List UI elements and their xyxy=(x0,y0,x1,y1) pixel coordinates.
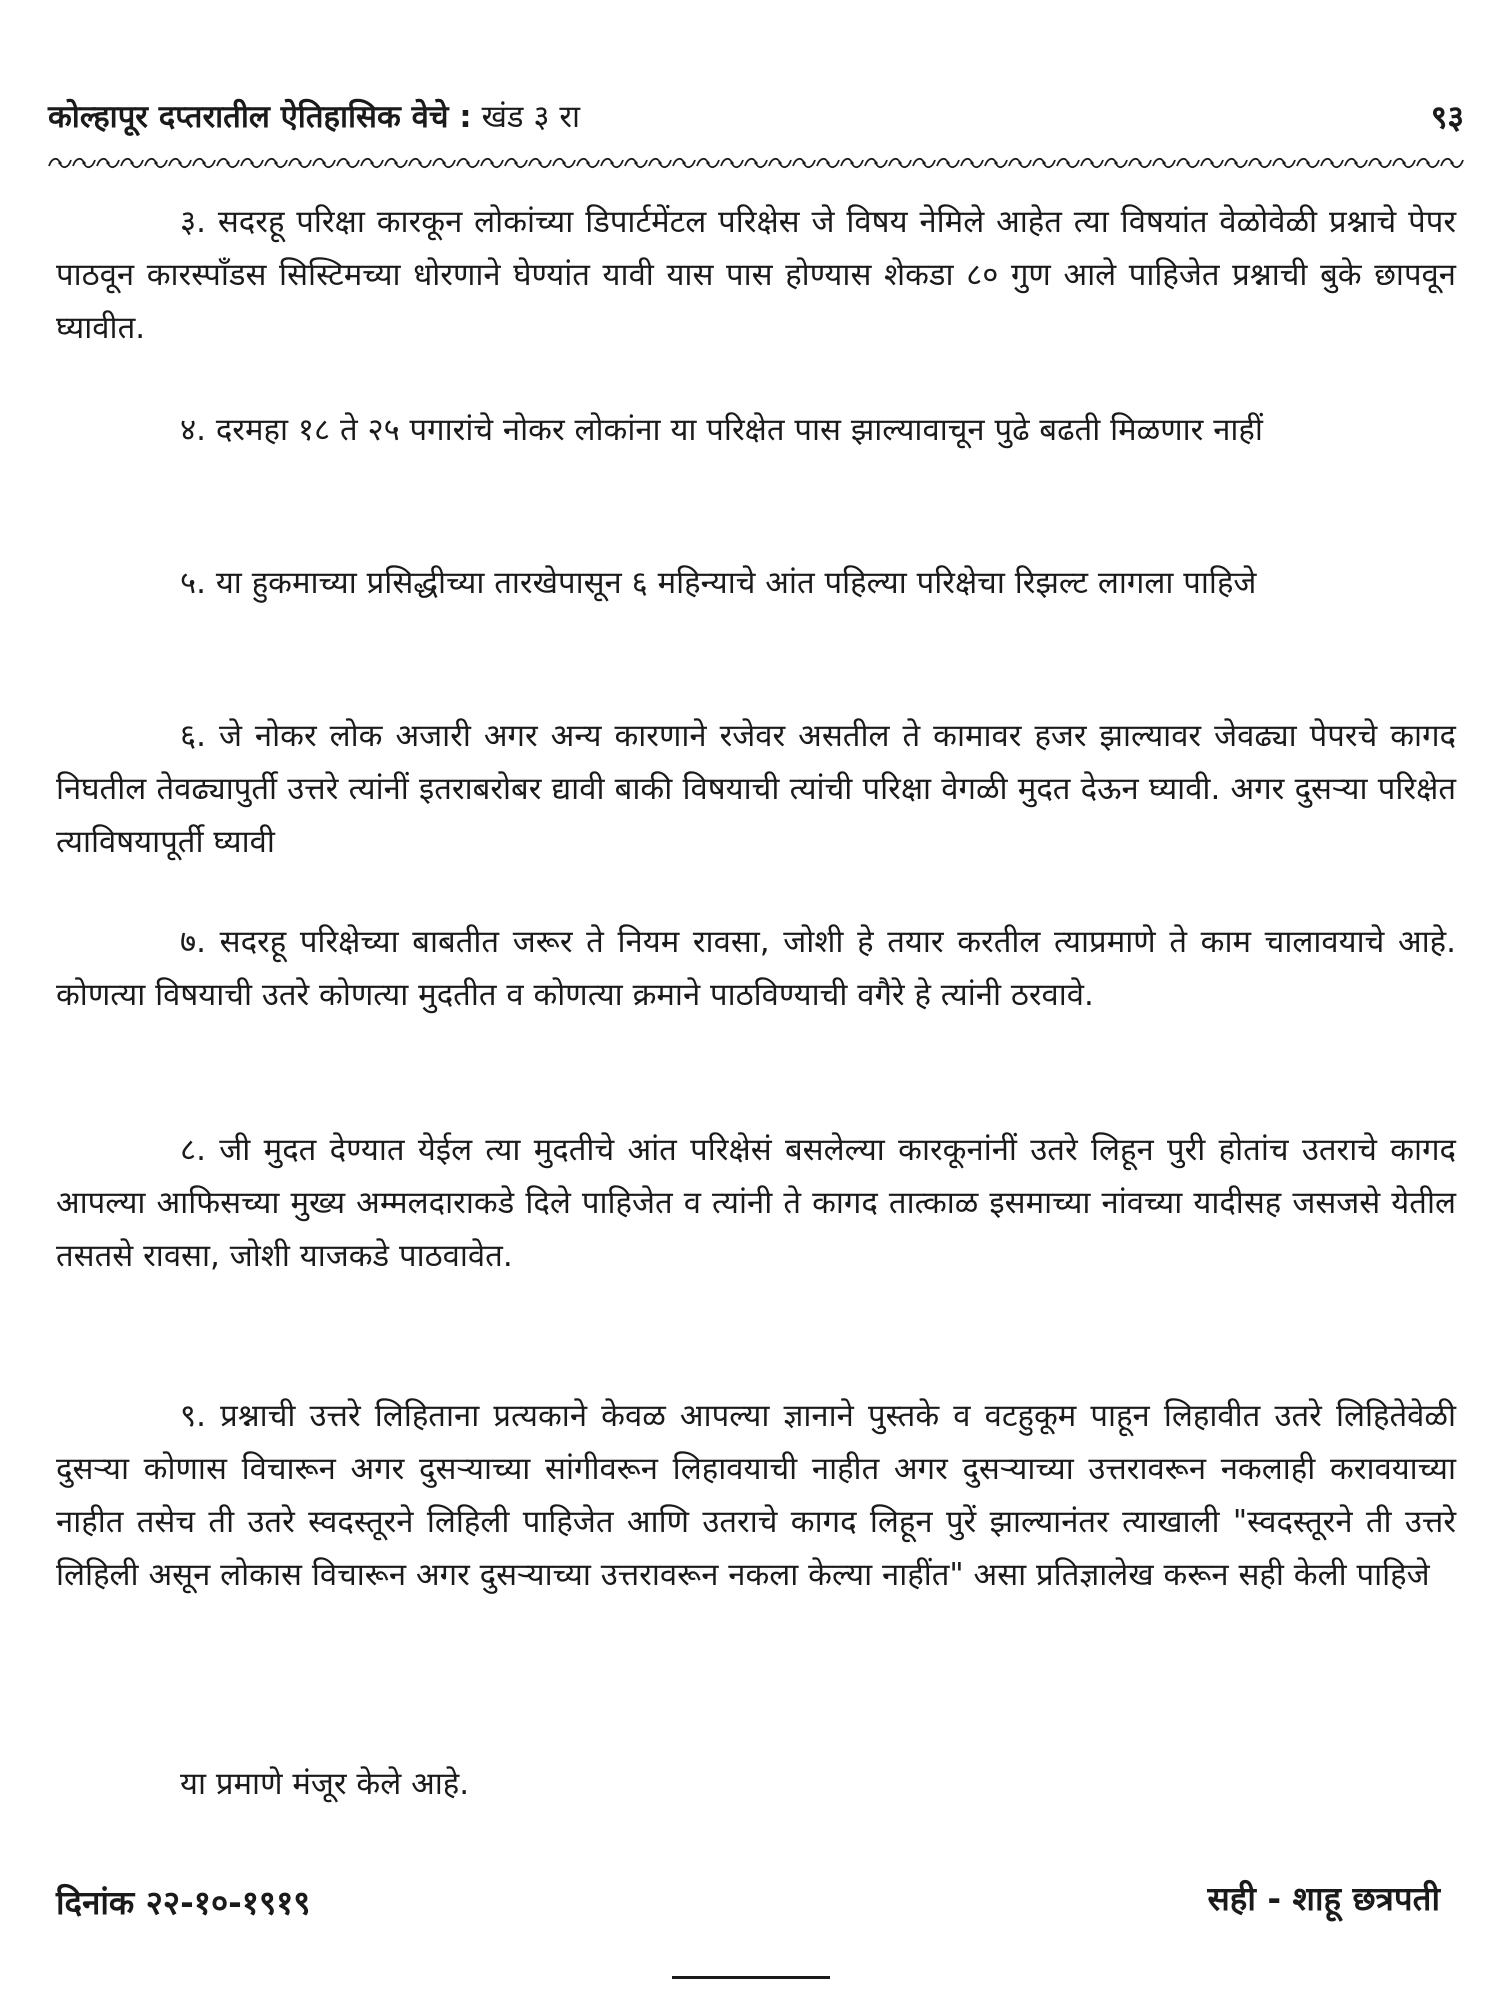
paragraph-text: या प्रमाणे मंजूर केले आहे. xyxy=(180,1766,470,1802)
paragraph-text: ४. दरमहा १८ ते २५ पगारांचे नोकर लोकांना या परिक्षेत पास झाल्यावाचून पुढे बढती मिळणार नाहीं xyxy=(180,412,1263,448)
paragraph-9 xyxy=(56,1390,1456,1602)
paragraph-6 xyxy=(56,710,1456,869)
paragraph-8 xyxy=(56,1124,1456,1283)
paragraph-text: ५. या हुकमाच्या प्रसिद्धीच्या तारखेपासून ६ महिन्याचे आंत पहिल्या परिक्षेचा रिझल्ट लागला पाहिजे xyxy=(180,565,1257,601)
paragraph-text: ७. सदरहू परिक्षेच्या बाबतीत जरूर ते नियम रावसा, जोशी हे तयार करतील त्याप्रमाणे ते काम चालावयाचे आहे. कोणत्या विषयाची उतरे कोणत्या मुदतीत व कोणत्या क्रमाने पाठविण्याची वगैरे हे त्यांनी ठरवावे. xyxy=(56,924,1456,1013)
paragraph-3 xyxy=(56,196,1456,355)
page-header xyxy=(48,92,1464,142)
signature-line: सही - शाहू छत्रपती xyxy=(1207,1879,1440,1918)
ornamental-divider xyxy=(48,154,1464,172)
paragraph-text: ३. सदरहू परिक्षा कारकून लोकांच्या डिपार्टमेंटल परिक्षेस जे विषय नेमिले आहेत त्या विषयांत वेळोवेळी प्रश्नाचे पेपर पाठवून कारस्पाँडस सिस्टिमच्या धोरणाने घेण्यांत यावी यास पास होण्यास शेकडा ८० गुण आले पाहिजेत प्रश्नाची बुके छापवून घ्यावीत. xyxy=(56,204,1456,346)
book-title-text: कोल्हापूर दप्तरातील ऐतिहासिक वेचे : xyxy=(48,99,472,135)
volume-label: खंड ३ रा xyxy=(481,99,581,135)
paragraph-4 xyxy=(56,404,1456,457)
paragraph-text: ९. प्रश्नाची उत्तरे लिहिताना प्रत्यकाने केवळ आपल्या ज्ञानाने पुस्तके व वटहुकूम पाहून लिहावीत उतरे लिहितेवेळी दुसऱ्या कोणास विचारून अगर दुसऱ्याच्या सांगीवरून लिहावयाची नाहीत अगर दुसऱ्याच्या उत्तरावरून नकलाही करावयाच्या नाहीत तसेच ती उतरे स्वदस्तूरने लिहिली पाहिजेत आणि उतराचे कागद लिहून पुरें झाल्यानंतर त्याखाली "स्वदस्तूरने ती उत्तरे लिहिली असून लोकास विचारून अगर दुसऱ्याच्या उत्तरावरून नकला केल्या नाहींत" असा प्रतिज्ञालेख करून सही केली पाहिजे xyxy=(56,1398,1456,1593)
date-line: दिनांक २२-१०-१९१९ xyxy=(56,1883,311,1922)
paragraph-5 xyxy=(56,557,1456,610)
page-number: ९३ xyxy=(1430,98,1464,136)
paragraph-text: ८. जी मुदत देण्यात येईल त्या मुदतीचे आंत परिक्षेसं बसलेल्या कारकूनांनीं उतरे लिहून पुरी होतांच उतराचे कागद आपल्या आफिसच्या मुख्य अम्मलदाराकडे दिले पाहिजेत व त्यांनी ते कागद तात्काळ इसमाच्या नांवच्या यादीसह जसजसे येतील तसतसे रावसा, जोशी याजकडे पाठवावेत. xyxy=(56,1132,1456,1274)
paragraph-7 xyxy=(56,916,1456,1022)
end-rule xyxy=(672,1976,830,1979)
paragraph-text: ६. जे नोकर लोक अजारी अगर अन्य कारणाने रजेवर असतील ते कामावर हजर झाल्यावर जेवढ्या पेपरचे कागद निघतील तेवढ्यापुर्ती उत्तरे त्यांनीं इतराबरोबर द्यावी बाकी विषयाची त्यांची परिक्षा वेगळी मुदत देऊन घ्यावी. अगर दुसऱ्या परिक्षेत त्याविषयापूर्ती घ्यावी xyxy=(56,718,1456,860)
approval-line xyxy=(56,1758,1456,1811)
book-title xyxy=(48,92,580,142)
